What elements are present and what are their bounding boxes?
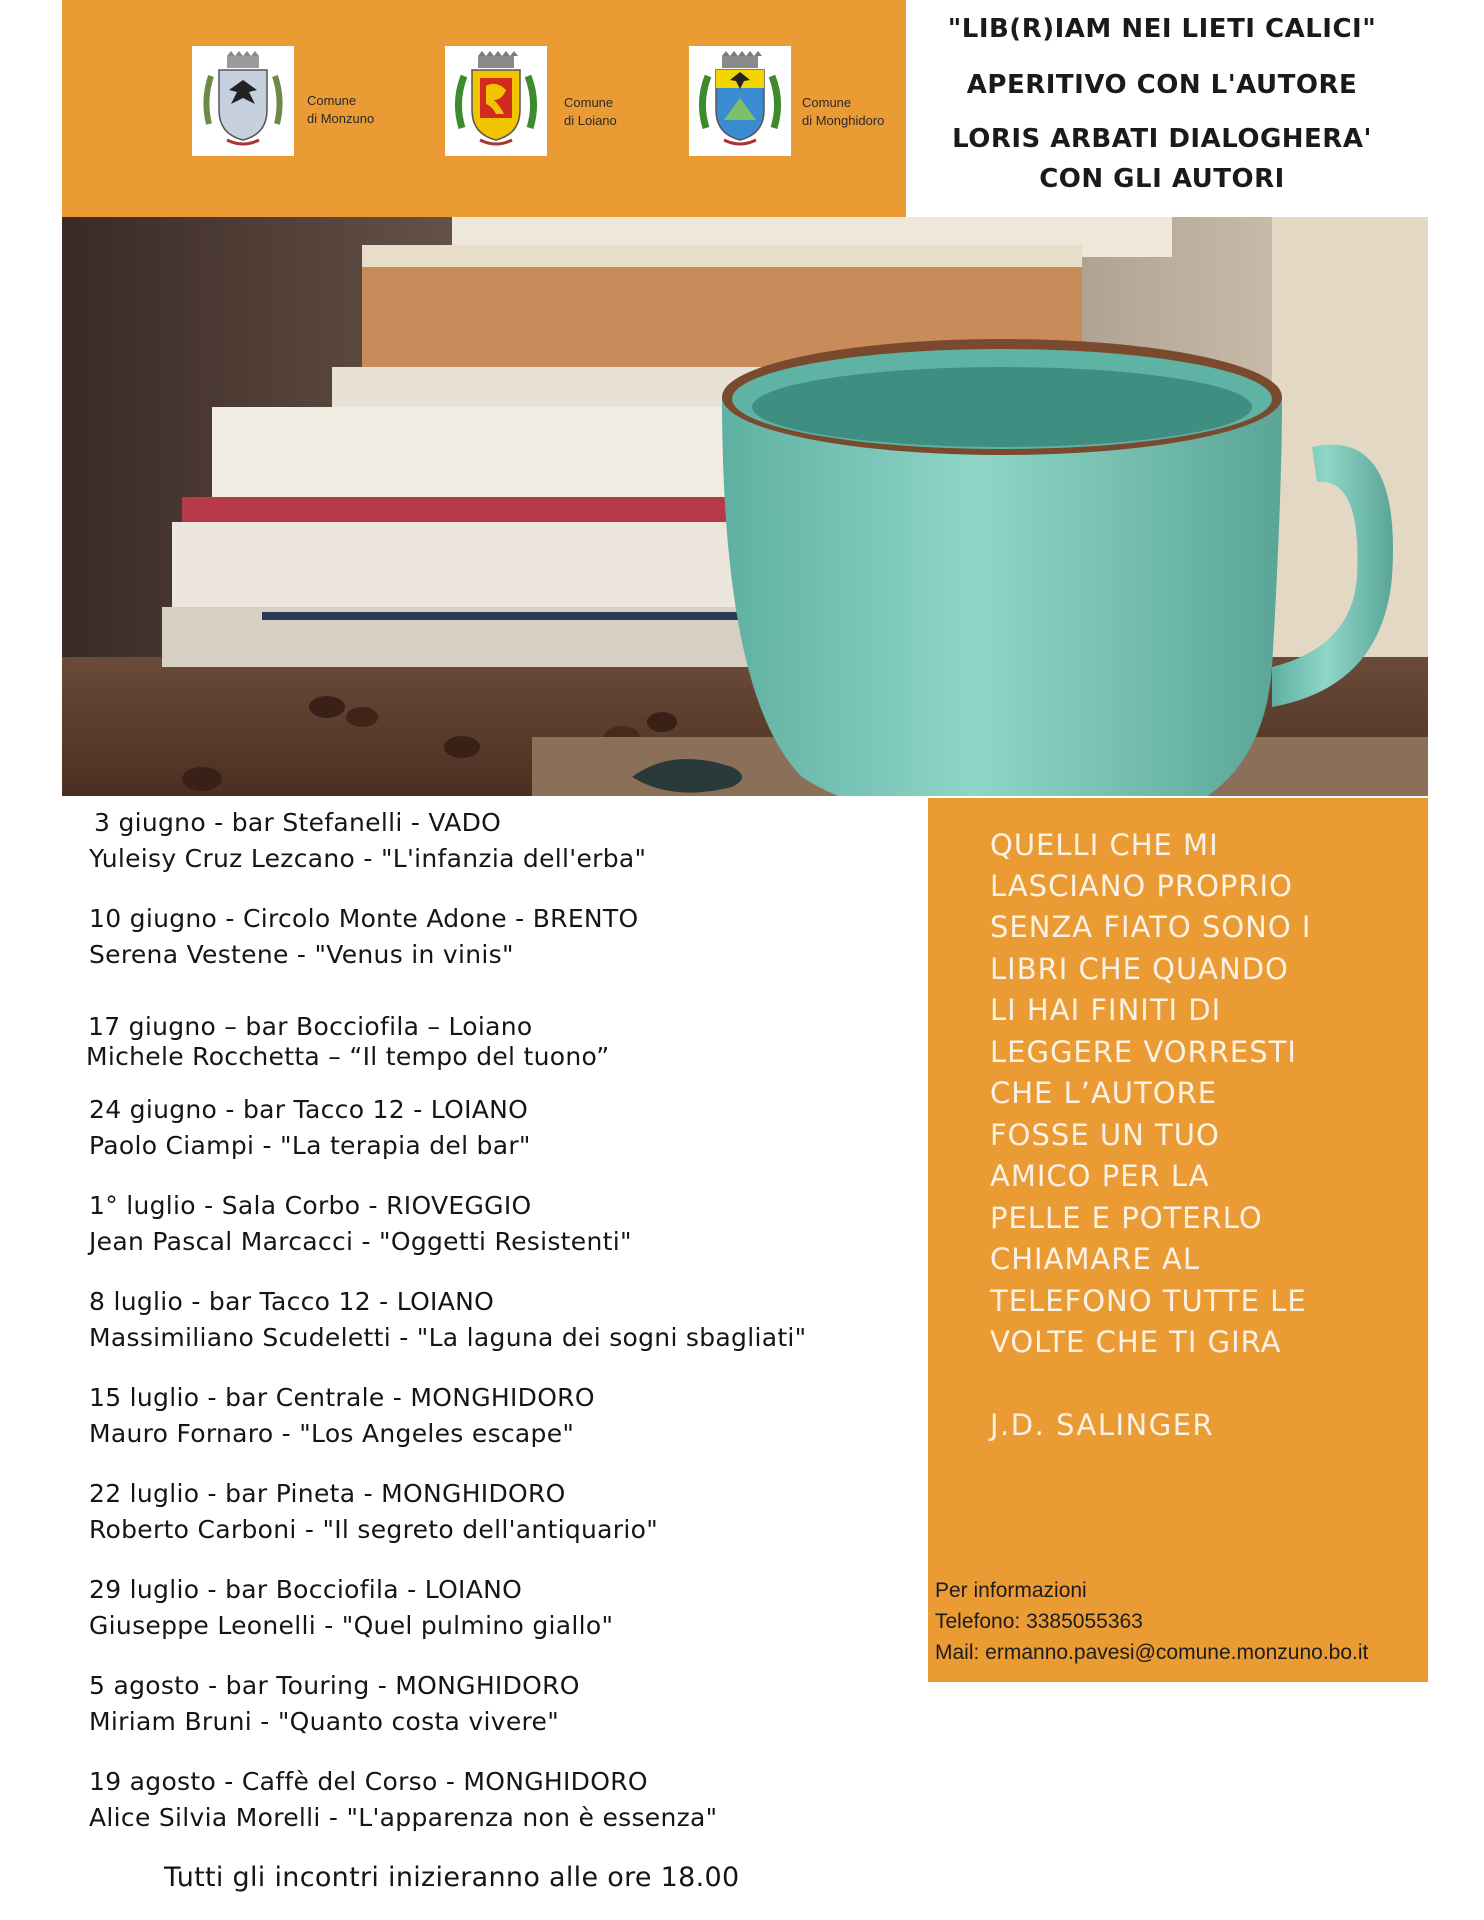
quote-line: LIBRI CHE QUANDO	[990, 952, 1289, 986]
event-4-who: Paolo Ciampi - "La terapia del bar"	[89, 1131, 531, 1160]
title-line-3: LORIS ARBATI DIALOGHERA'	[952, 124, 1372, 154]
event-2-when: 10 giugno - Circolo Monte Adone - BRENTO	[89, 904, 639, 933]
quote-line: SENZA FIATO SONO I	[990, 910, 1312, 944]
event-6-who: Massimiliano Scudeletti - "La laguna dei sogni sbagliati"	[89, 1323, 807, 1352]
event-8-who: Roberto Carboni - "Il segreto dell'antiquario"	[89, 1515, 659, 1544]
event-9-when: 29 luglio - bar Bocciofila - LOIANO	[89, 1575, 523, 1604]
quote-line: LEGGERE VORRESTI	[990, 1035, 1297, 1069]
crest-label-monghidoro: Comune di Monghidoro	[802, 95, 885, 128]
event-2-who: Serena Vestene - "Venus in vinis"	[89, 940, 514, 969]
quote-line: QUELLI CHE MI	[990, 828, 1219, 862]
info-mail[interactable]: Mail: ermanno.pavesi@comune.monzuno.bo.it	[935, 1641, 1369, 1664]
quote-line: CHE L’AUTORE	[990, 1076, 1218, 1110]
crest-label-monzuno: Comune di Monzuno	[307, 93, 375, 126]
event-9-who: Giuseppe Leonelli - "Quel pulmino giallo"	[89, 1611, 614, 1640]
event-6-when: 8 luglio - bar Tacco 12 - LOIANO	[89, 1287, 495, 1316]
event-3-when: 17 giugno – bar Bocciofila – Loiano	[88, 1012, 533, 1041]
info-label: Per informazioni	[935, 1579, 1087, 1602]
event-5-who: Jean Pascal Marcacci - "Oggetti Resistenti"	[89, 1227, 632, 1256]
event-10-when: 5 agosto - bar Touring - MONGHIDORO	[89, 1671, 580, 1700]
quote-line: CHIAMARE AL	[990, 1242, 1200, 1276]
event-11-who: Alice Silvia Morelli - "L'apparenza non è essenza"	[89, 1803, 718, 1832]
quote-line: LASCIANO PROPRIO	[990, 869, 1293, 903]
crest-label-loiano: Comune di Loiano	[564, 95, 617, 128]
quote-line: VOLTE CHE TI GIRA	[990, 1325, 1282, 1359]
quote-line: PELLE E POTERLO	[990, 1201, 1263, 1235]
event-1-when: 3 giugno - bar Stefanelli - VADO	[94, 808, 502, 837]
event-5-when: 1° luglio - Sala Corbo - RIOVEGGIO	[89, 1191, 532, 1220]
quote-author: J.D. SALINGER	[990, 1408, 1215, 1442]
quote-line: FOSSE UN TUO	[990, 1118, 1220, 1152]
start-time-note: Tutti gli incontri inizieranno alle ore 18.00	[164, 1862, 740, 1893]
event-7-who: Mauro Fornaro - "Los Angeles escape"	[89, 1419, 575, 1448]
title-line-4: CON GLI AUTORI	[1039, 164, 1285, 194]
event-8-when: 22 luglio - bar Pineta - MONGHIDORO	[89, 1479, 566, 1508]
info-phone: Telefono: 3385055363	[935, 1610, 1143, 1633]
event-1-who: Yuleisy Cruz Lezcano - "L'infanzia dell'erba"	[89, 844, 647, 873]
title-line-1: "LIB(R)IAM NEI LIETI CALICI"	[947, 14, 1377, 44]
quote-line: AMICO PER LA	[990, 1159, 1210, 1193]
quote-line: LI HAI FINITI DI	[990, 993, 1222, 1027]
event-3-who: Michele Rocchetta – “Il tempo del tuono”	[86, 1042, 610, 1071]
title-line-2: APERITIVO CON L'AUTORE	[966, 70, 1358, 100]
quote-line: TELEFONO TUTTE LE	[990, 1284, 1307, 1318]
event-11-when: 19 agosto - Caffè del Corso - MONGHIDORO	[89, 1767, 648, 1796]
event-7-when: 15 luglio - bar Centrale - MONGHIDORO	[89, 1383, 595, 1412]
quote-panel	[928, 798, 1428, 1682]
event-10-who: Miriam Bruni - "Quanto costa vivere"	[89, 1707, 560, 1736]
event-4-when: 24 giugno - bar Tacco 12 - LOIANO	[89, 1095, 529, 1124]
